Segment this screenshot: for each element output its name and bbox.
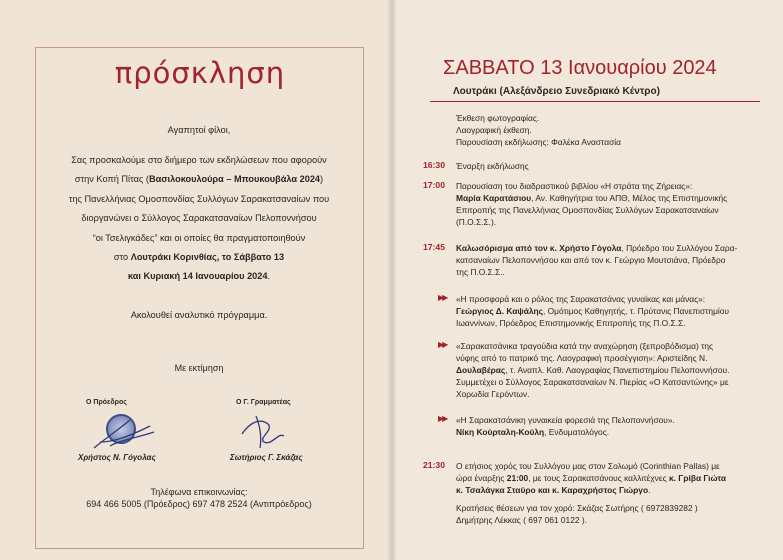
event-line: Παρουσίαση του διαδραστικού βιβλίου «Η στράτα της Ζήρειας»: — [456, 181, 693, 191]
invitation-line: διοργανώνει ο Σύλλογος Σαρακατσαναίων Πελοποννήσου — [81, 213, 317, 224]
time-1630: 16:30 — [423, 160, 445, 170]
double-arrow-icon: ▶▶ — [438, 293, 447, 302]
event-line: «Η Σαρακατσάνικη γυναικεία φορεσιά της Πελοποννήσου». — [456, 415, 675, 425]
event-1630: Έναρξη εκδήλωσης — [456, 161, 529, 171]
event-line: Ο ετήσιος χορός του Συλλόγου μας στον Σολωμό (Corinthian Pallas) με — [456, 461, 720, 471]
intro-item: Λαογραφική έκθεση. — [456, 125, 532, 135]
event-line: Γεώργιος Δ. Καψάλης, Ομότιμος Καθηγητής, τ. Πρύτανις Πανεπιστημίου — [456, 306, 730, 316]
event-line: Επιτροπής της Πανελλήνιας Ομοσπονδίας Συλλόγων Σαρακατσαναίων — [456, 205, 719, 215]
double-arrow-icon: ▶▶ — [438, 340, 447, 349]
event-line: Συμμετέχει ο Σύλλογος Σαρακατσαναίων Ν. Πιερίας «Ο Κατσαντώνης» με — [456, 377, 729, 387]
talk-2 — [456, 340, 774, 400]
event-line: «Σαρακατσάνικα τραγούδια κατά την αναχώρηση (ξεπροβόδισμα) της — [456, 341, 714, 351]
invitation-line: στο Λουτράκι Κορινθίας, το Σάββατο 13 — [113, 252, 285, 263]
program-follows-note: Ακολουθεί αναλυτικό πρόγραμμα. — [130, 310, 268, 320]
invitation-line: στην Κοπή Πίτας (Βασιλοκουλούρα – Μπουκουβάλα 2024) — [74, 174, 324, 185]
reservation-line: Δημήτρης Λέκκας ( 697 061 0122 ). — [456, 515, 587, 525]
president-signature-icon — [90, 412, 160, 452]
event-2130 — [456, 460, 774, 496]
event-line: νύφης από το πατρικό της. Λαογραφική προσέγγιση»: Αριστείδης Ν. — [456, 353, 708, 363]
secretary-name: Σωτήριος Γ. Σκάζας — [230, 453, 303, 462]
secretary-signature-icon — [238, 412, 288, 450]
time-2130: 21:30 — [423, 460, 445, 470]
invitation-title: πρόσκληση — [114, 56, 286, 90]
secretary-role: Ο Γ. Γραμματέας — [236, 399, 291, 406]
invitation-line: “οι Τσελιγκάδες” και οι οποίες θα πραγματοποιηθούν — [92, 232, 306, 243]
time-1745: 17:45 — [423, 242, 445, 252]
reservations — [456, 502, 774, 526]
invitation-line: της Πανελλήνιας Ομοσπονδίας Συλλόγων Σαρακατσαναίων που — [68, 193, 330, 204]
reservation-line: Κρατήσεις θέσεων για τον χορό: Σκάζας Σωτήρης ( 6972839282 ) — [456, 503, 698, 513]
event-line: ώρα έναρξης 21:00, με τους Σαρακατσάνους καλλιτέχνες κ. Γρίβα Γιώτα — [456, 473, 727, 483]
event-line: (Π.Ο.Σ.Σ.). — [456, 217, 497, 227]
event-line: Μαρία Καρατάσιου, Αν. Καθηγήτρια του ΑΠΘ, Μέλος της Επιστημονικής — [456, 193, 728, 203]
event-line: Δουλαβέρας, τ. Αναπλ. Καθ. Λαογραφίας Πανεπιστημίου Πελοποννήσου. — [456, 365, 730, 375]
event-line: κατσαναίων Πελοποννήσου και από τον κ. Γεώργιο Μουτσιάνα, Πρόεδρο — [456, 255, 726, 265]
president-role: Ο Πρόεδρος — [86, 399, 127, 406]
invitation-line: Σας προσκαλούμε στο διήμερο των εκδηλώσεων που αφορούν — [71, 155, 327, 165]
program-date-heading: ΣΑΒΒΑΤΟ 13 Ιανουαρίου 2024 — [443, 57, 717, 79]
double-arrow-icon: ▶▶ — [438, 414, 447, 423]
intro-item: Παρουσίαση εκδήλωσης: Φαλέκα Αναστασία — [456, 137, 621, 147]
event-line: Χορωδία Γερόντων. — [456, 389, 530, 399]
event-line: κ. Τσαλάγκα Σταύρο και κ. Καραχρήστος Γιώργο. — [456, 485, 651, 495]
invitation-line: και Κυριακή 14 Ιανουαρίου 2024. — [127, 271, 271, 282]
time-1700: 17:00 — [423, 180, 445, 190]
heading-rule — [430, 101, 760, 102]
talk-3 — [456, 414, 774, 438]
intro-items — [456, 112, 771, 148]
event-1745 — [456, 242, 774, 278]
program-venue: Λουτράκι (Αλεξάνδρειο Συνεδριακό Κέντρο) — [453, 86, 660, 97]
event-line: Ιωαννίνων, Πρόεδρος Επιστημονικής Επιτροπής της Π.Ο.Σ.Σ. — [456, 318, 686, 328]
greeting: Αγαπητοί φίλοι, — [167, 125, 231, 135]
talk-1 — [456, 293, 774, 329]
president-name: Χρήστος Ν. Γόγολας — [78, 453, 156, 462]
closing-respect: Με εκτίμηση — [174, 363, 224, 373]
contact-phones: 694 466 5005 (Πρόεδρος) 697 478 2524 (Αντιπρόεδρος) — [86, 499, 312, 509]
event-line: «Η προσφορά και ο ρόλος της Σαρακατσάνας γυναίκας και μάνας»: — [456, 294, 706, 304]
page-fold — [388, 0, 396, 560]
event-line: Καλωσόρισμα από τον κ. Χρήστο Γόγολα, Πρόεδρο του Συλλόγου Σαρα- — [456, 243, 738, 253]
event-line: Νίκη Κούρταλη-Κούλη, Ενδυματολόγος. — [456, 427, 610, 437]
event-line: της Π.Ο.Σ.Σ.. — [456, 267, 505, 277]
invitation-body — [38, 151, 360, 287]
contact-label: Τηλέφωνα επικοινωνίας: — [150, 487, 248, 497]
event-1700 — [456, 180, 771, 228]
intro-item: Έκθεση φωτογραφίας. — [456, 113, 540, 123]
